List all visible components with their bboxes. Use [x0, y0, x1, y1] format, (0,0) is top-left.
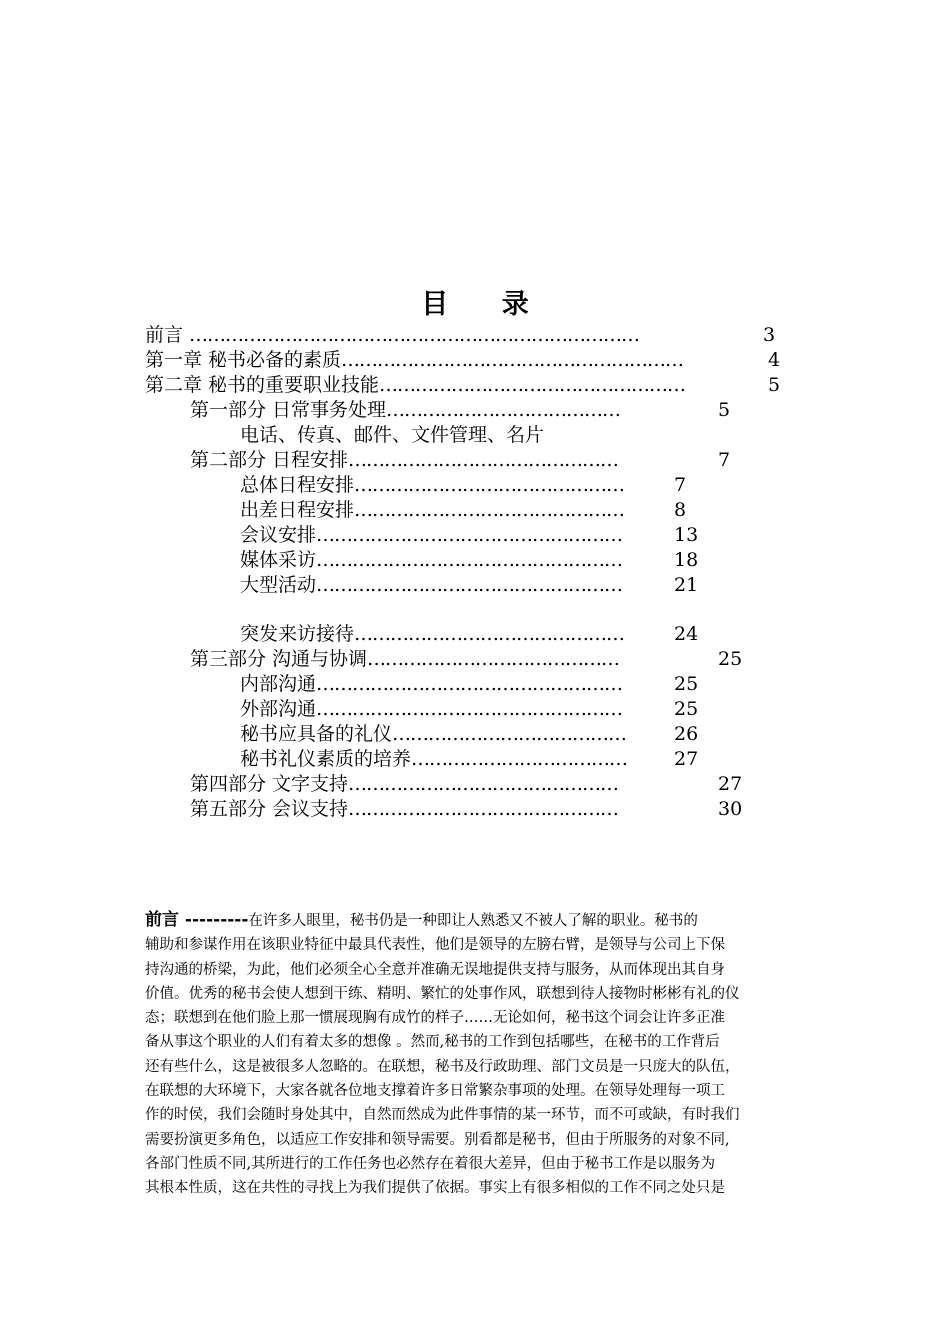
toc-entry-label: 秘书应具备的礼仪: [240, 723, 393, 745]
toc-page-number: 25: [674, 673, 699, 695]
toc-entry-label: 会议安排: [240, 524, 317, 546]
toc-leader-dots: ……………………………………………: [316, 698, 623, 720]
toc-entry-label: 前言: [145, 324, 190, 346]
toc-entry-label: 外部沟通: [240, 698, 317, 720]
toc-leader-dots: …………………………………: [392, 723, 627, 745]
toc-page-number: 24: [674, 623, 699, 645]
toc-entry: [145, 323, 845, 347]
toc-entry: [190, 772, 890, 796]
preface-text-line: 还有些什么，这是被很多人忽略的。在联想，秘书及行政助理、部门文员是一只庞大的队伍，: [145, 1058, 740, 1075]
toc-entry: [240, 573, 940, 597]
toc-page-number: 7: [718, 449, 731, 471]
toc-page-number: 4: [768, 349, 781, 371]
toc-leader-dots: …………………………………: [386, 399, 621, 421]
toc-leader-dots: ………………………………………: [348, 449, 619, 471]
toc-page-number: 8: [674, 499, 687, 521]
toc-entry-label: 第二部分 日程安排: [190, 449, 349, 471]
toc-leader-dots: ………………………………………: [348, 798, 619, 820]
preface-section: [145, 908, 810, 1201]
toc-entry-label: 第一章 秘书必备的素质: [145, 349, 342, 371]
toc-leader-dots: …………………………………………………………………: [189, 324, 640, 346]
toc-entry: [240, 473, 940, 497]
toc-entry: [190, 398, 890, 422]
toc-title: 目 录: [421, 289, 551, 320]
toc-entry-label: 出差日程安排: [240, 499, 355, 521]
toc-entry: [240, 622, 940, 646]
toc-entry-label: 总体日程安排: [240, 474, 355, 496]
toc-entry: [240, 747, 940, 771]
toc-leader-dots: ……………………………………………: [316, 673, 623, 695]
toc-entry: [190, 647, 890, 671]
preface-text-line: 辅助和参谋作用在该职业特征中最具代表性，他们是领导的左膀右臂，是领导与公司上下保: [145, 937, 725, 954]
preface-text-line: 其根本性质，这在共性的寻找上为我们提供了依据。事实上有很多相似的工作不同之处只是: [145, 1180, 725, 1197]
toc-entry: [190, 448, 890, 472]
toc-entry: [190, 797, 890, 821]
toc-page-number: 30: [718, 798, 743, 820]
preface-text-line: 价值。优秀的秘书会使人想到干练、精明、繁忙的处事作风，联想到待人接物时彬彬有礼的仪: [145, 985, 740, 1002]
preface-text-line: 作的时侯，我们会随时身处其中，自然而然成为此件事情的某一环节，而不可或缺，有时我们: [145, 1107, 740, 1124]
toc-entry: [240, 672, 940, 696]
toc-page-number: 5: [768, 374, 781, 396]
preface-text-line: 备从事这个职业的人们有着太多的想像 。然而,秘书的工作到包括哪些，在秘书的工作背后: [145, 1034, 720, 1051]
toc-entry: [240, 523, 940, 547]
toc-leader-dots: ……………………………………………: [316, 574, 623, 596]
toc-page-number: 25: [718, 648, 743, 670]
toc-entry: [240, 423, 940, 447]
preface-text-line: 态；联想到在他们脸上那一惯展现胸有成竹的样子……无论如何，秘书这个词会让许多正准: [145, 1010, 725, 1027]
toc-entry: [240, 722, 940, 746]
toc-page-number: 25: [674, 698, 699, 720]
toc-entry-label: 第四部分 文字支持: [190, 773, 349, 795]
toc-entry: [240, 548, 940, 572]
toc-page-number: 13: [674, 524, 699, 546]
toc-leader-dots: ……………………………………………: [379, 374, 686, 396]
toc-leader-dots: ………………………………………: [354, 474, 625, 496]
toc-leader-dots: …………………………………………………: [341, 349, 684, 371]
toc-leader-dots: ………………………………: [411, 748, 628, 770]
toc-page-number: 7: [674, 474, 687, 496]
toc-leader-dots: ……………………………………………: [316, 549, 623, 571]
toc-page-number: 21: [674, 574, 699, 596]
toc-entry-label: 突发来访接待: [240, 623, 355, 645]
toc-entry-label: 媒体采访: [240, 549, 317, 571]
preface-text-line: 在联想的大环境下，大家各就各位地支撑着许多日常繁杂事项的处理。在领导处理每一项工: [145, 1083, 725, 1100]
toc-leader-dots: ……………………………………………: [316, 524, 623, 546]
toc-entry: [145, 348, 845, 372]
toc-page-number: 26: [674, 723, 699, 745]
toc-entry-label: 秘书礼仪素质的培养: [240, 748, 412, 770]
toc-page-number: 18: [674, 549, 699, 571]
preface-text-line: 需要扮演更多角色，以适应工作安排和领导需要。别看都是秘书，但由于所服务的对象不同,: [145, 1131, 730, 1148]
toc-entry-label: 第三部分 沟通与协调: [190, 648, 368, 670]
toc-leader-dots: ………………………………………: [354, 499, 625, 521]
preface-heading: 前言 ---------: [145, 910, 249, 930]
toc-entry-label: 大型活动: [240, 574, 317, 596]
toc-entry-label: 内部沟通: [240, 673, 317, 695]
toc-page-number: 27: [718, 773, 743, 795]
toc-entry: [145, 373, 845, 397]
toc-leader-dots: ………………………………………: [348, 773, 619, 795]
toc-leader-dots: ……………………………………: [367, 648, 620, 670]
toc-page-number: 5: [718, 399, 731, 421]
toc-entry-label: 第五部分 会议支持: [190, 798, 349, 820]
toc-entry: [240, 697, 940, 721]
preface-text-line: 持沟通的桥梁，为此，他们必须全心全意并准确无误地提供支持与服务，从而体现出其自身: [145, 961, 725, 978]
toc-entry-label: 第一部分 日常事务处理: [190, 399, 387, 421]
toc-page-number: 3: [763, 324, 776, 346]
preface-text-line: 各部门性质不同,其所进行的工作任务也必然存在着很大差异，但由于秘书工作是以服务为: [145, 1155, 716, 1172]
toc-entry-label: 电话、传真、邮件、文件管理、名片: [240, 424, 545, 446]
preface-text-line: 在许多人眼里，秘书仍是一种即让人熟悉又不被人了解的职业。秘书的: [248, 913, 698, 929]
toc-page-number: 27: [674, 748, 699, 770]
toc-entry-label: 第二章 秘书的重要职业技能: [145, 374, 380, 396]
toc-entry: [240, 498, 940, 522]
preface-first-line: [145, 908, 810, 933]
toc-leader-dots: ………………………………………: [354, 623, 625, 645]
